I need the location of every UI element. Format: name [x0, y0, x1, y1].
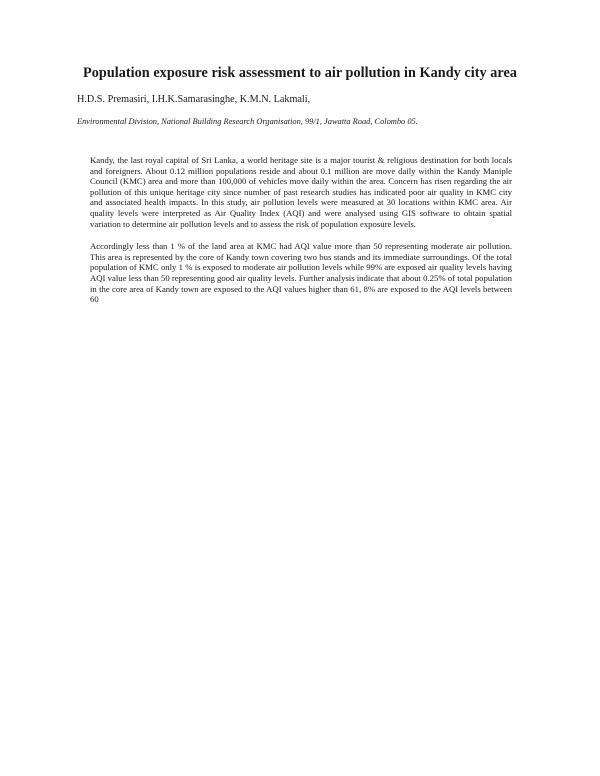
paper-affiliation: Environmental Division, National Building Research Organisation, 99/1, Jawatta Road, Colombo 05. — [77, 117, 418, 126]
abstract-paragraph-2: Accordingly less than 1 % of the land area at KMC had AQI value more than 50 representing moderate air pollution. This area is represented by the core of Kandy town covering two bus stands and its immediate surroundings. Of the total population of KMC only 1 % is exposed to moderate air pollution levels while 99% are exposed air quality levels having AQI value less than 50 representing good air quality levels. Further analysis indicate that about 0.25% of total population in the core area of Kandy town are exposed to the AQI values higher than 61, 8% are exposed to the AQI levels between 60 — [90, 241, 512, 305]
abstract-body — [90, 155, 512, 317]
paper-title: Population exposure risk assessment to air pollution in Kandy city area — [83, 65, 517, 81]
paper-authors: H.D.S. Premasiri, I.H.K.Samarasinghe, K.M.N. Lakmali, — [77, 94, 311, 105]
abstract-paragraph-1: Kandy, the last royal capital of Sri Lanka, a world heritage site is a major tourist & religious destination for both locals and foreigners. About 0.12 million populations reside and about 0.1 million are move daily within the Kandy Maniple Council (KMC) area and more than 100,000 of vehicles move daily within the area. Concern has risen regarding the air pollution of this unique heritage city since number of past research studies has indicated poor air quality in KMC city and associated health impacts. In this study, air pollution levels were measured at 30 locations within KMC area. Air quality levels were interpreted as Air Quality Index (AQI) and were analysed using GIS software to obtain spatial variation to determine air pollution levels and to assess the risk of population exposure levels. — [90, 155, 512, 229]
